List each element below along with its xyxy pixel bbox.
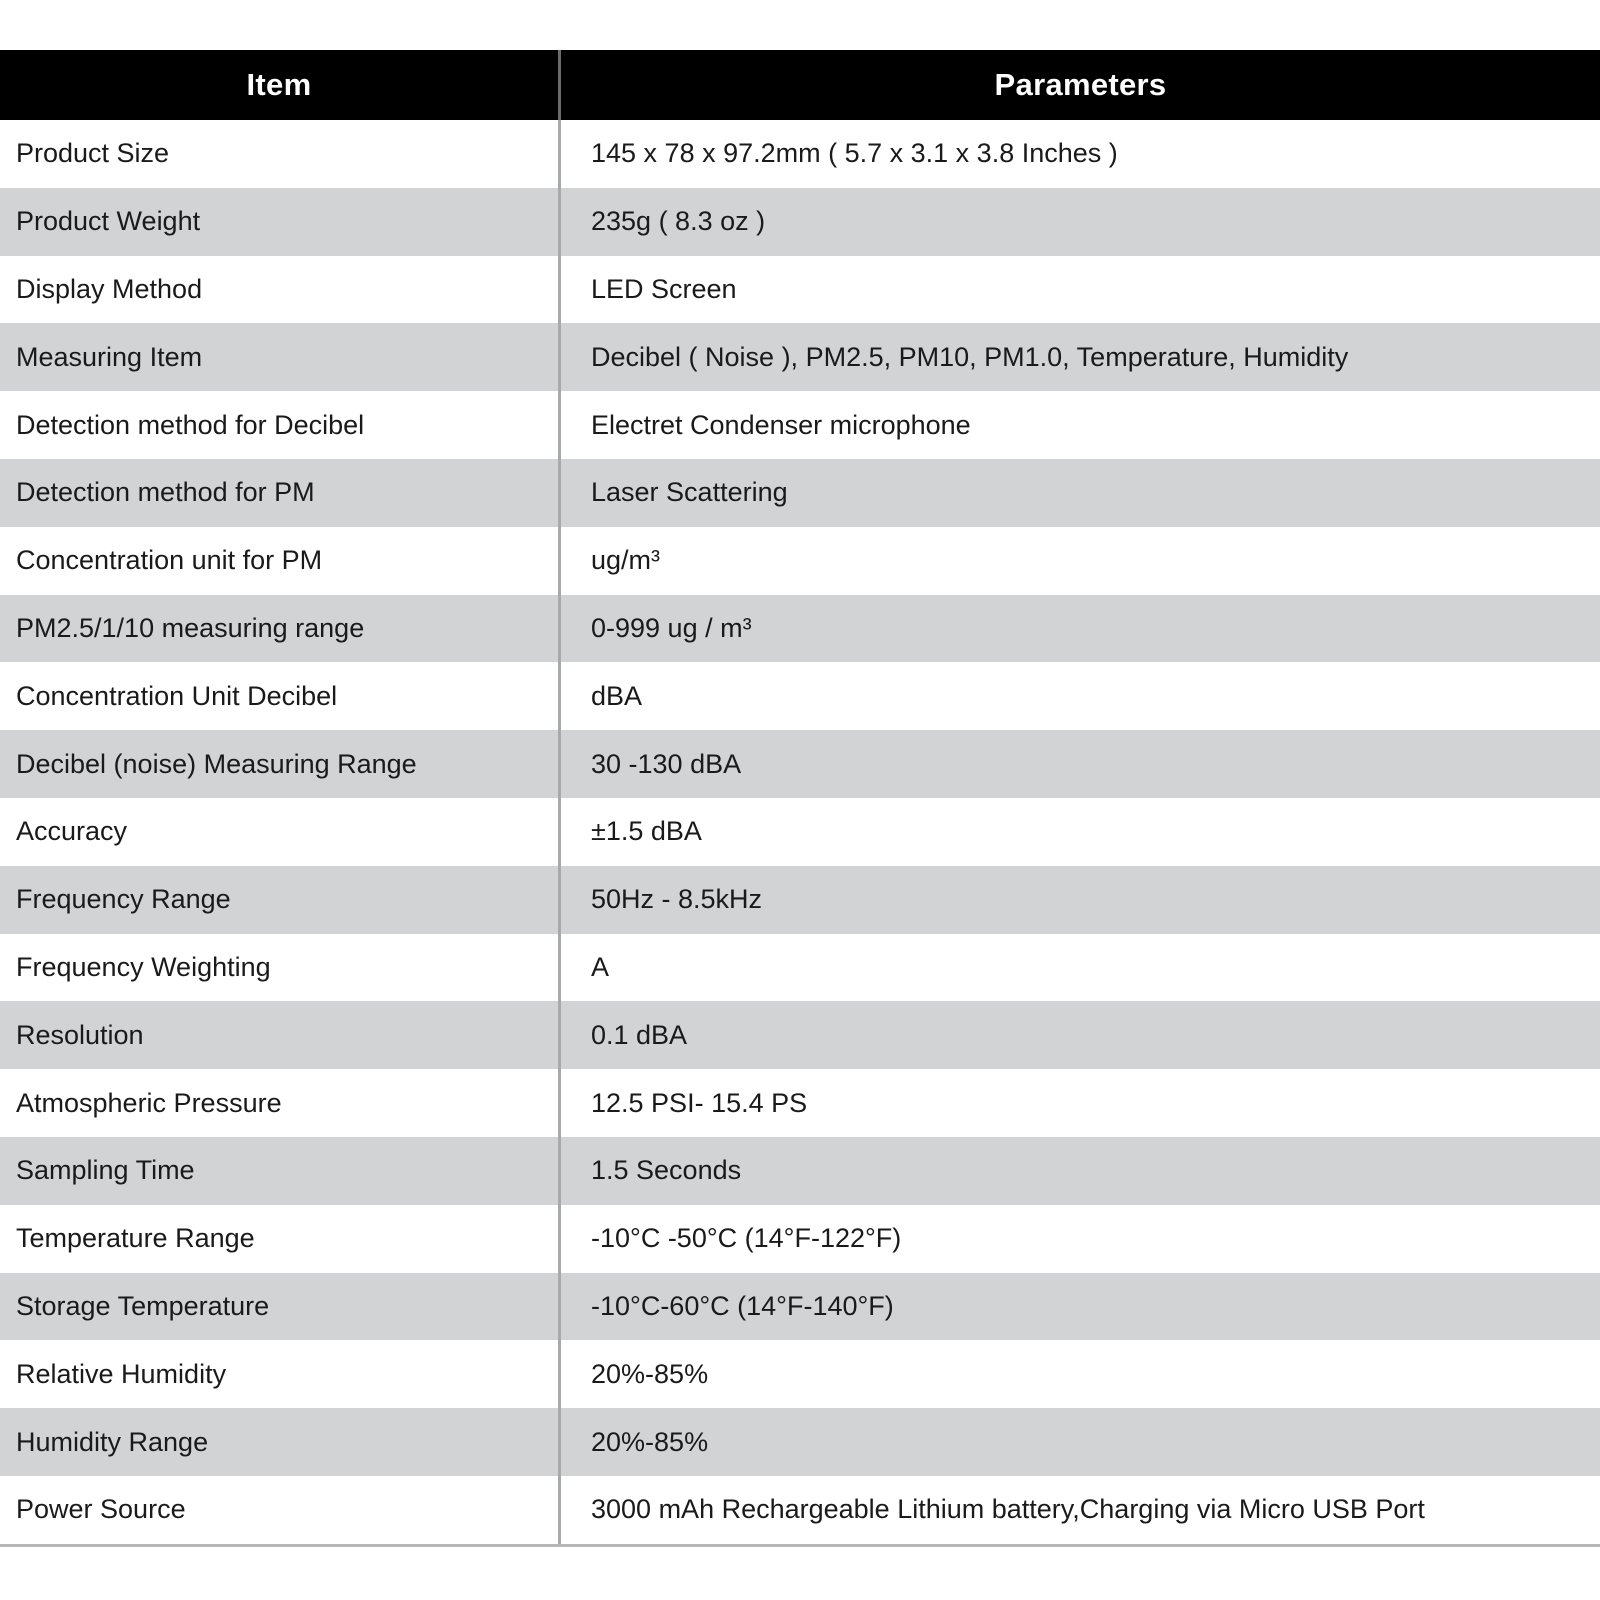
- parameter-cell: -10°C -50°C (14°F-122°F): [591, 1223, 902, 1254]
- parameter-cell: 12.5 PSI- 15.4 PS: [591, 1087, 808, 1118]
- table-row: [0, 934, 1600, 1002]
- parameter-cell: ug/m³: [591, 545, 661, 576]
- table-row: [0, 1069, 1600, 1137]
- item-cell: Product Weight: [0, 188, 561, 256]
- item-cell: Product Size: [0, 120, 561, 188]
- table-row: [0, 1340, 1600, 1408]
- table-row: [0, 1205, 1600, 1273]
- item-cell: PM2.5/1/10 measuring range: [0, 595, 561, 663]
- spec-table: [0, 50, 1600, 1547]
- parameter-cell: 1.5 Seconds: [591, 1155, 742, 1186]
- item-cell: Relative Humidity: [0, 1340, 561, 1408]
- parameter-cell: Laser Scattering: [591, 477, 788, 508]
- parameter-cell: 235g ( 8.3 oz ): [591, 206, 766, 237]
- table-row: [0, 188, 1600, 256]
- parameter-cell: 50Hz - 8.5kHz: [591, 884, 763, 915]
- parameter-cell: 20%-85%: [591, 1358, 709, 1389]
- table-row: [0, 459, 1600, 527]
- item-cell: Detection method for PM: [0, 459, 561, 527]
- item-cell: Detection method for Decibel: [0, 391, 561, 459]
- header-item: Item: [0, 50, 561, 120]
- parameter-cell: Electret Condenser microphone: [591, 409, 971, 440]
- item-cell: Accuracy: [0, 798, 561, 866]
- header-parameters: Parameters: [994, 67, 1167, 102]
- parameter-cell: 0.1 dBA: [591, 1019, 688, 1050]
- parameter-cell: ±1.5 dBA: [591, 816, 702, 847]
- table-row: [0, 256, 1600, 324]
- table-row: [0, 595, 1600, 663]
- parameter-cell: 3000 mAh Rechargeable Lithium battery,Charging via Micro USB Port: [591, 1494, 1425, 1525]
- item-cell: Frequency Range: [0, 866, 561, 934]
- item-cell: Storage Temperature: [0, 1273, 561, 1341]
- table-body: [0, 120, 1600, 1544]
- parameter-cell: 20%-85%: [591, 1426, 709, 1457]
- item-cell: Concentration Unit Decibel: [0, 662, 561, 730]
- item-cell: Temperature Range: [0, 1205, 561, 1273]
- item-cell: Measuring Item: [0, 323, 561, 391]
- table-row: [0, 1137, 1600, 1205]
- item-cell: Display Method: [0, 256, 561, 324]
- table-row: [0, 1408, 1600, 1476]
- table-row: [0, 1001, 1600, 1069]
- table-row: [0, 391, 1600, 459]
- table-row: [0, 730, 1600, 798]
- item-cell: Concentration unit for PM: [0, 527, 561, 595]
- item-cell: Frequency Weighting: [0, 934, 561, 1002]
- parameter-cell: dBA: [591, 680, 643, 711]
- parameter-cell: A: [591, 951, 610, 982]
- table-row: [0, 662, 1600, 730]
- parameter-cell: 30 -130 dBA: [591, 748, 742, 779]
- table-row: [0, 798, 1600, 866]
- item-cell: Decibel (noise) Measuring Range: [0, 730, 561, 798]
- item-cell: Atmospheric Pressure: [0, 1069, 561, 1137]
- table-row: [0, 1476, 1600, 1544]
- table-row: [0, 323, 1600, 391]
- item-cell: Humidity Range: [0, 1408, 561, 1476]
- item-cell: Sampling Time: [0, 1137, 561, 1205]
- table-row: [0, 120, 1600, 188]
- table-header-row: [0, 50, 1600, 120]
- item-cell: Power Source: [0, 1476, 561, 1544]
- table-row: [0, 1273, 1600, 1341]
- parameter-cell: -10°C-60°C (14°F-140°F): [591, 1290, 894, 1321]
- parameter-cell: 145 x 78 x 97.2mm ( 5.7 x 3.1 x 3.8 Inches ): [591, 138, 1118, 169]
- table-row: [0, 866, 1600, 934]
- table-row: [0, 527, 1600, 595]
- parameter-cell: Decibel ( Noise ), PM2.5, PM10, PM1.0, Temperature, Humidity: [591, 341, 1349, 372]
- parameter-cell: LED Screen: [591, 273, 737, 304]
- item-cell: Resolution: [0, 1001, 561, 1069]
- parameter-cell: 0-999 ug / m³: [591, 612, 752, 643]
